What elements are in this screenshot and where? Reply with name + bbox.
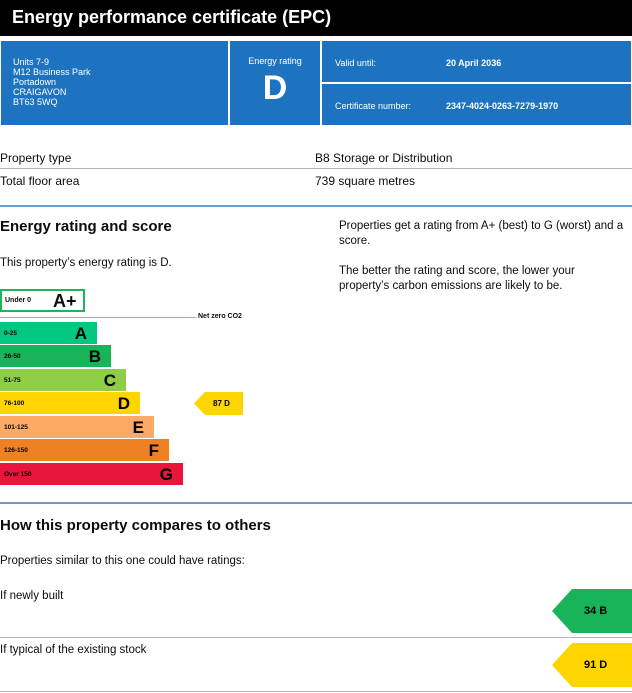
- band-f: [0, 439, 169, 461]
- divider: [0, 637, 632, 638]
- divider: [0, 168, 632, 169]
- band-c: [0, 369, 126, 391]
- valid-until-label: Valid until:: [335, 58, 376, 68]
- rating-explanation: Properties get a rating from A+ (best) to G (worst) and a score.: [339, 220, 624, 247]
- band-letter: A: [74, 324, 87, 343]
- page-title: Energy performance certificate (EPC): [12, 7, 332, 27]
- address-box: [0, 40, 229, 126]
- net-zero-line: [0, 317, 196, 318]
- valid-until-box: [321, 40, 632, 83]
- valid-until-value: 20 April 2036: [446, 58, 502, 68]
- band-range: 101-125: [4, 424, 28, 431]
- property-type-value: B8 Storage or Distribution: [315, 151, 453, 165]
- typical-stock-rating-arrow: [552, 643, 632, 687]
- band-range: Over 150: [4, 471, 32, 478]
- energy-rating-statement: This property’s energy rating is D.: [0, 257, 172, 269]
- band-range: 26-50: [4, 353, 21, 360]
- band-d: [0, 392, 140, 414]
- current-rating-label: 87 D: [213, 399, 230, 408]
- energy-rating-letter: D: [262, 69, 288, 107]
- certificate-number-label: Certificate number:: [335, 101, 412, 111]
- band-range: 0-25: [4, 330, 18, 337]
- band-g: [0, 463, 183, 485]
- band-letter: A+: [53, 291, 77, 311]
- typical-stock-label: If typical of the existing stock: [0, 644, 147, 656]
- address-line: Units 7-9: [13, 57, 50, 67]
- certificate-number-value: 2347-4024-0263-7279-1970: [446, 101, 559, 111]
- address-line: BT63 5WQ: [13, 97, 58, 107]
- band-a: [0, 322, 97, 344]
- certificate-number-box: [321, 83, 632, 126]
- band-range: 51-75: [4, 377, 21, 384]
- band-range: 126-150: [4, 447, 28, 454]
- section-divider: [0, 502, 632, 504]
- band-range: Under 0: [5, 297, 32, 304]
- newly-built-rating-arrow: [552, 589, 632, 633]
- newly-built-rating: 34 B: [584, 605, 608, 617]
- band-letter: B: [88, 347, 101, 366]
- band-letter: E: [132, 418, 144, 437]
- compare-intro: Properties similar to this one could have ratings:: [0, 555, 245, 567]
- address-line: CRAIGAVON: [13, 87, 67, 97]
- band-letter: C: [103, 371, 116, 390]
- band-b: [0, 345, 111, 367]
- energy-section-heading: Energy rating and score: [0, 218, 172, 235]
- property-type-label: Property type: [0, 151, 72, 165]
- address-line: Portadown: [13, 77, 57, 87]
- band-letter: G: [159, 465, 173, 484]
- current-rating-arrow: [194, 392, 243, 415]
- band-letter: D: [117, 394, 130, 413]
- divider: [0, 691, 632, 692]
- floor-area-label: Total floor area: [0, 174, 80, 188]
- address-line: M12 Business Park: [13, 67, 91, 77]
- band-e: [0, 416, 154, 438]
- energy-rating-label: Energy rating: [248, 56, 302, 66]
- score-explanation: The better the rating and score, the lower your property’s carbon emissions are likely to be.: [339, 265, 575, 292]
- compare-section-heading: How this property compares to others: [0, 517, 271, 534]
- floor-area-value: 739 square metres: [315, 174, 416, 188]
- band-letter: F: [148, 441, 159, 460]
- title-bar: [0, 0, 632, 36]
- typical-stock-rating: 91 D: [584, 659, 608, 671]
- net-zero-label: Net zero CO2: [198, 313, 242, 320]
- band-a-plus: [0, 289, 85, 312]
- newly-built-label: If newly built: [0, 590, 64, 602]
- section-divider: [0, 205, 632, 207]
- energy-rating-box: [229, 40, 321, 126]
- band-range: 76-100: [4, 400, 25, 407]
